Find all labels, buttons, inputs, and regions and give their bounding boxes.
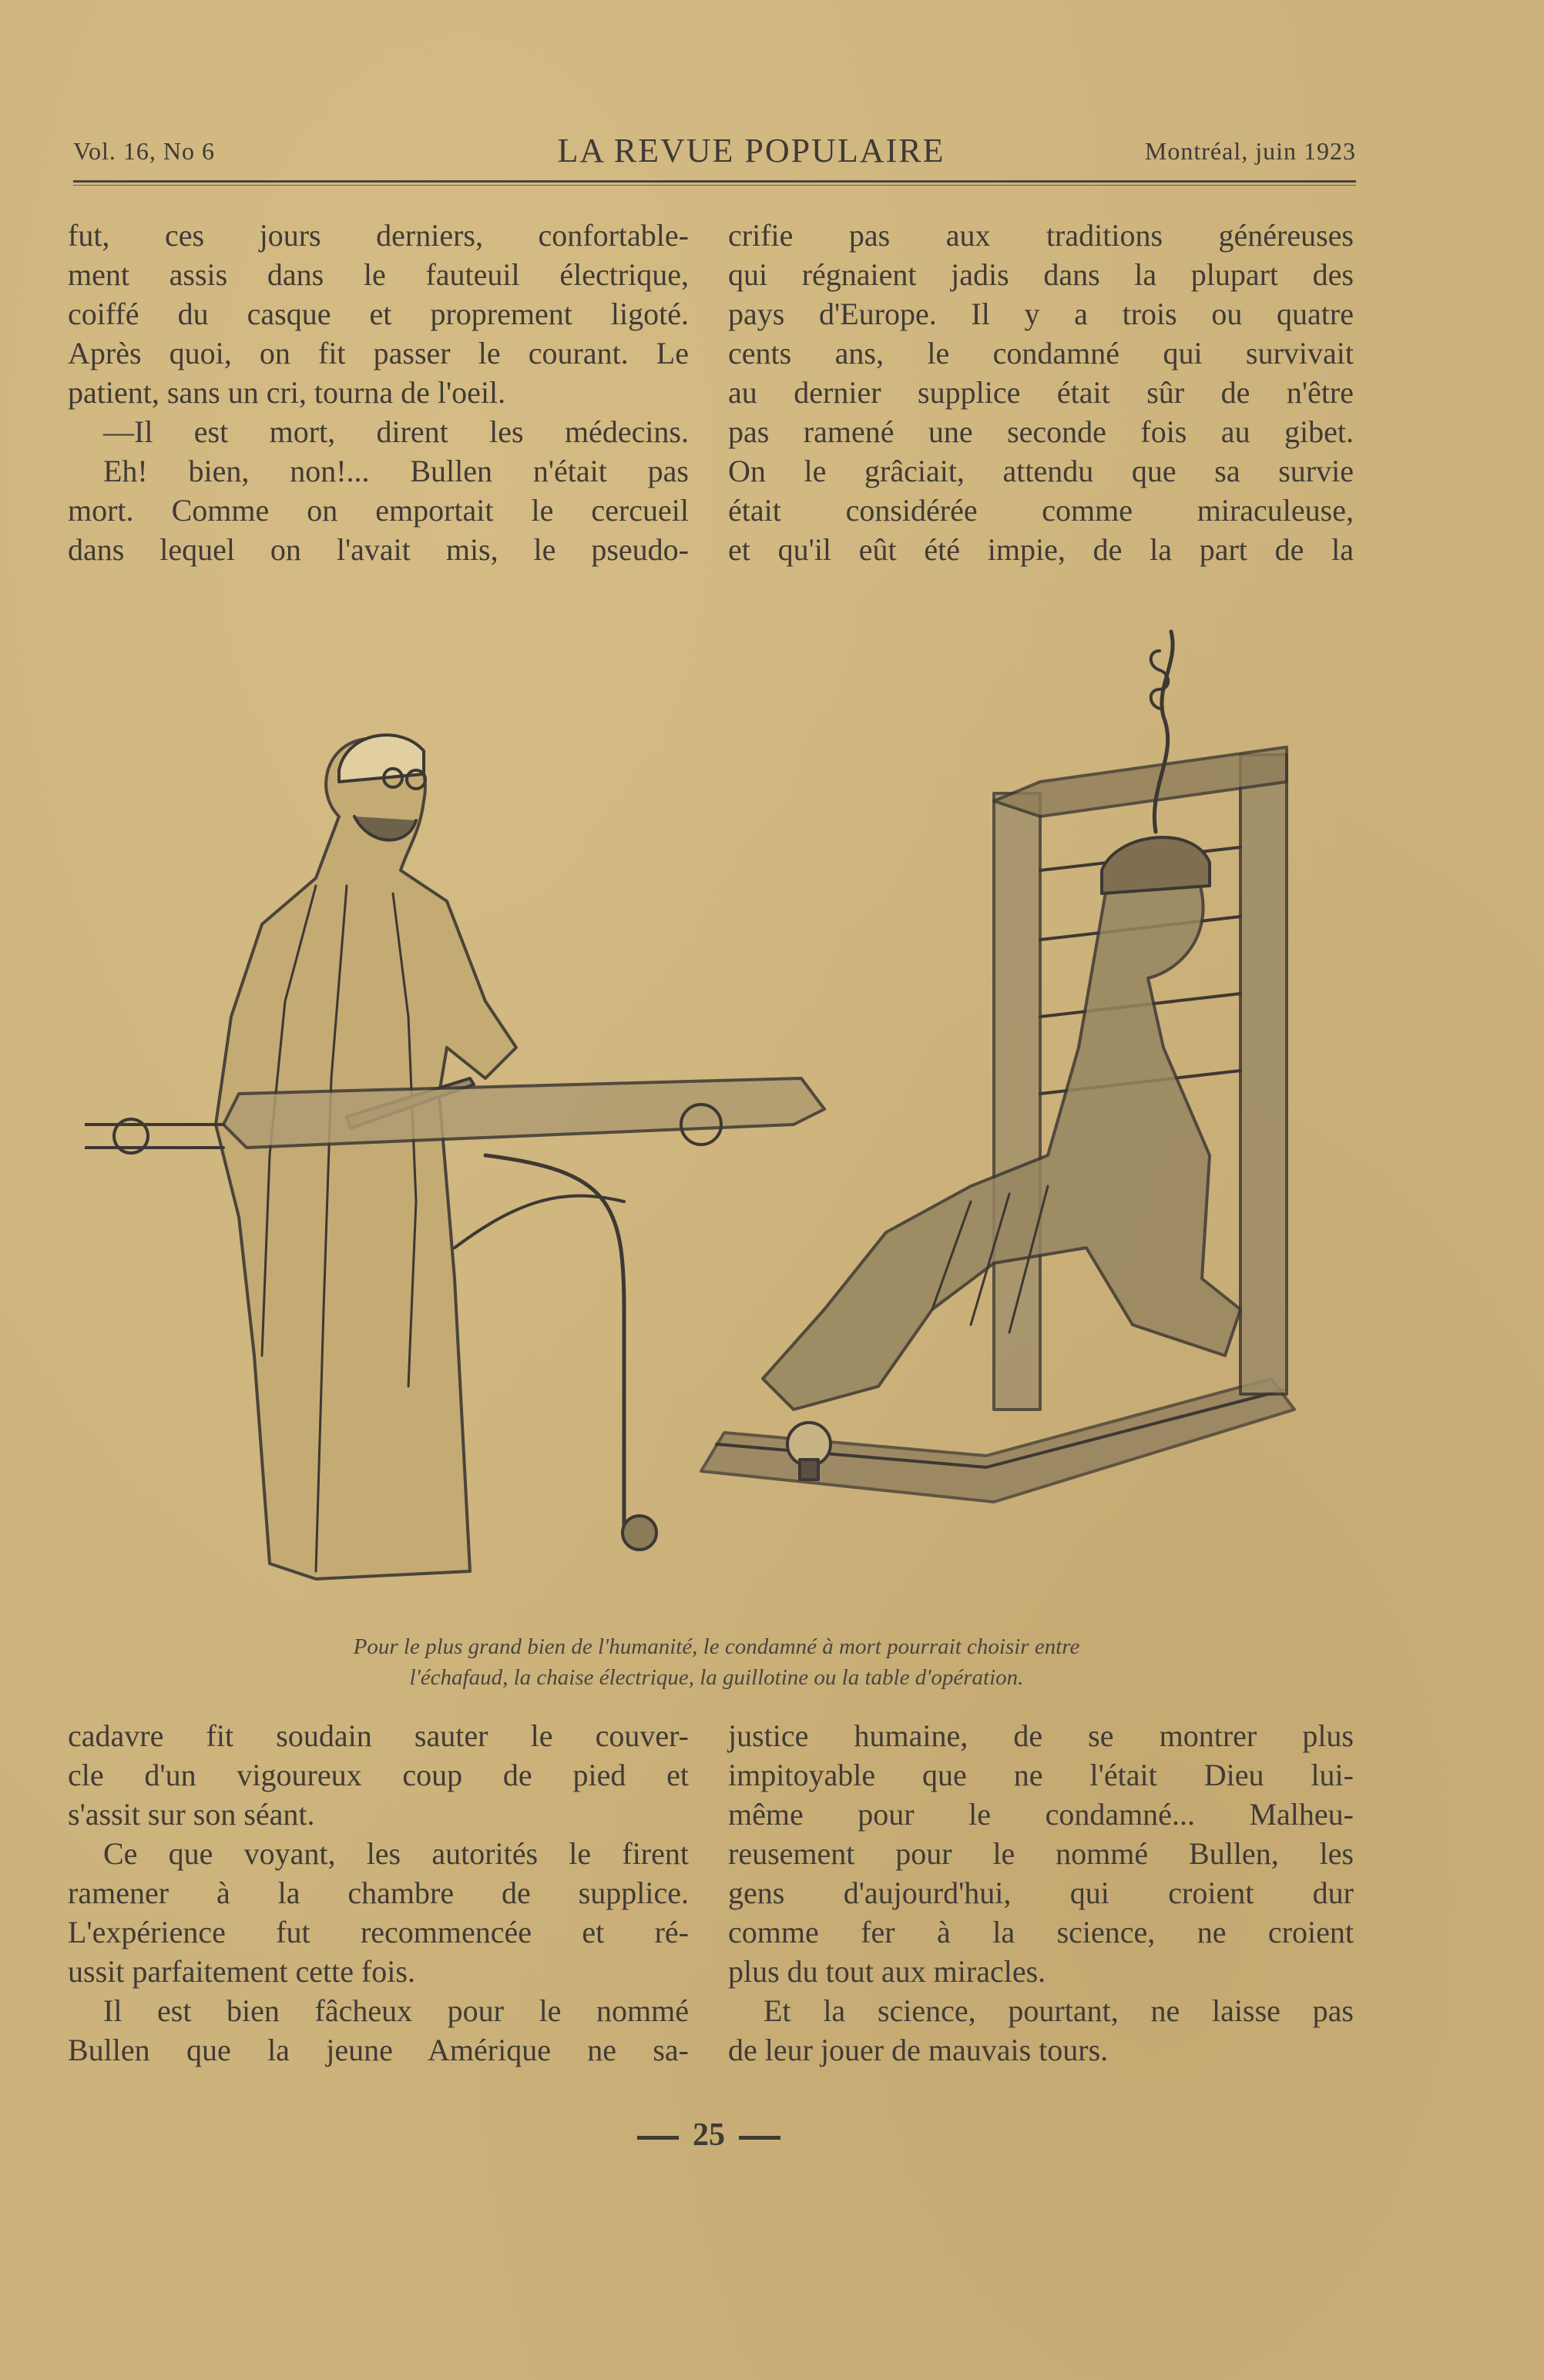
text-line: plus du tout aux miracles. (728, 1954, 1046, 1989)
text-column-bottom-left (68, 1716, 689, 2070)
text-line: pas ramené une seconde fois au gibet. (728, 414, 1354, 449)
text-line: —Il est mort, dirent les médecins. (103, 414, 689, 449)
folio-dash-right (739, 2136, 780, 2140)
text-line: gens d'aujourd'hui, qui croient dur (728, 1876, 1354, 1910)
text-line: L'expérience fut recommencée et ré- (68, 1915, 689, 1949)
text-line: de leur jouer de mauvais tours. (728, 2033, 1109, 2067)
text-line: Après quoi, on fit passer le courant. Le (68, 336, 689, 370)
volume-number: Vol. 16, No 6 (73, 137, 215, 165)
text-line: Eh! bien, non!... Bullen n'était pas (103, 454, 689, 488)
text-line: justice humaine, de se montrer plus (728, 1718, 1354, 1753)
text-column-top-right (728, 216, 1354, 569)
surgeon-figure (216, 738, 516, 1579)
text-line: mort. Comme on emportait le cercueil (68, 493, 689, 528)
text-line: dans lequel on l'avait mis, le pseudo- (68, 532, 689, 567)
electrode-helmet (1102, 837, 1210, 893)
issue-date: Montréal, juin 1923 (1144, 137, 1356, 165)
caption-line: Pour le plus grand bien de l'humanité, le condamné à mort pourrait choisir entre (353, 1634, 1080, 1659)
text-line: ment assis dans le fauteuil électrique, (68, 257, 689, 292)
text-line: cle d'un vigoureux coup de pied et (68, 1758, 689, 1792)
text-line: et qu'il eût été impie, de la part de la (728, 532, 1354, 567)
text-line: comme fer à la science, ne croient (728, 1915, 1354, 1949)
text-line: Et la science, pourtant, ne laisse pas (764, 1993, 1354, 2028)
header-rule-thin (73, 185, 1356, 186)
chair-back-left-post (994, 793, 1040, 1410)
text-line: reusement pour le nommé Bullen, les (728, 1836, 1354, 1871)
text-line: Bullen que la jeune Amérique ne sa- (68, 2033, 689, 2067)
text-line: impitoyable que ne l'était Dieu lui- (728, 1758, 1354, 1792)
text-line: ramener à la chambre de supplice. (68, 1876, 689, 1910)
text-line: cents ans, le condamné qui survivait (728, 336, 1354, 370)
text-line: ussit parfaitement cette fois. (68, 1954, 415, 1989)
illustration-electric-chair (85, 616, 1333, 1610)
text-line: au dernier supplice était sûr de n'être (728, 375, 1354, 410)
table-wheel (623, 1516, 656, 1550)
illustration-caption (139, 1631, 1294, 1693)
running-header (73, 131, 1356, 177)
text-line: était considérée comme miraculeuse, (728, 493, 1354, 528)
caption-line: l'échafaud, la chaise électrique, la guillotine ou la table d'opération. (409, 1665, 1024, 1690)
header-rule (73, 180, 1356, 183)
text-line: qui régnaient jadis dans la plupart des (728, 257, 1354, 292)
masthead-title: LA REVUE POPULAIRE (557, 132, 945, 169)
chair-back-right-post (1240, 755, 1287, 1394)
text-line: même pour le condamné... Malheu- (728, 1797, 1354, 1832)
electric-wire (1154, 632, 1173, 832)
text-line: Il est bien fâcheux pour le nommé (103, 1993, 689, 2028)
text-line: On le grâciait, attendu que sa survie (728, 454, 1354, 488)
page-number-text: 25 (693, 2117, 725, 2153)
text-line: cadavre fit soudain sauter le couver- (68, 1718, 689, 1753)
text-line: pays d'Europe. Il y a trois ou quatre (728, 297, 1354, 331)
page-number (616, 2117, 801, 2154)
text-line: patient, sans un cri, tourna de l'oeil. (68, 375, 506, 410)
text-column-bottom-right (728, 1716, 1354, 2070)
text-line: s'assit sur son séant. (68, 1797, 315, 1832)
folio-dash-left (637, 2136, 679, 2140)
text-column-top-left (68, 216, 689, 569)
text-line: Ce que voyant, les autorités le firent (103, 1836, 689, 1871)
text-line: coiffé du casque et proprement ligoté. (68, 297, 689, 331)
text-line: crifie pas aux traditions généreuses (728, 218, 1354, 253)
text-line: fut, ces jours derniers, confortable- (68, 218, 689, 253)
